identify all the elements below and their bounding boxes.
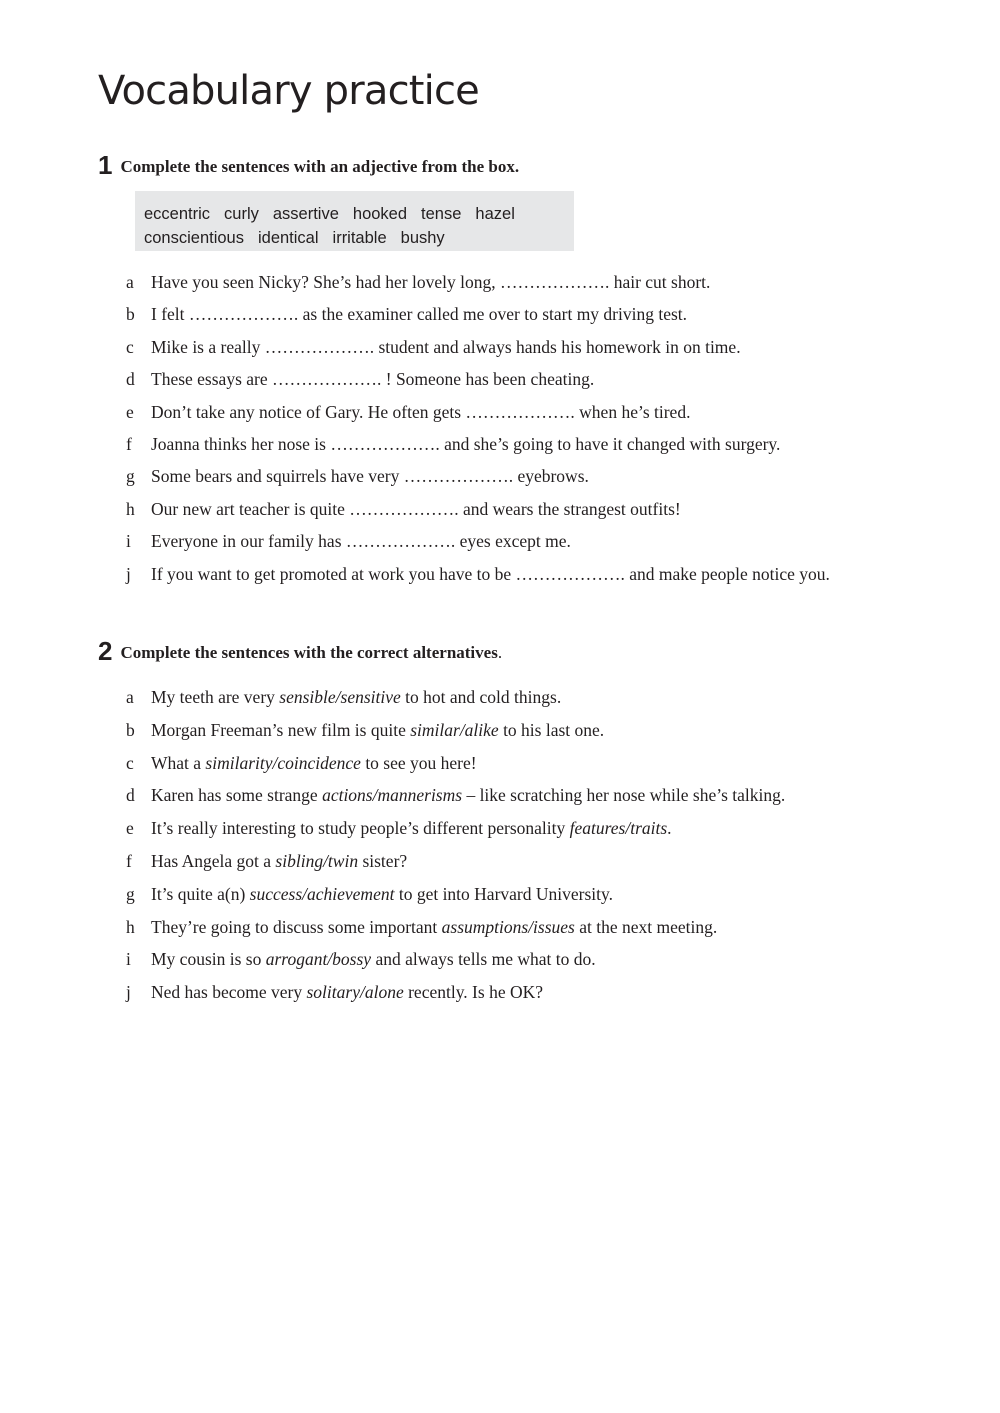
exercise-1-number: 1 [98, 150, 113, 180]
item-text-after: to hot and cold things. [400, 687, 562, 707]
item-text: Mike is a really ………………. student and always hands his homework in on time. [151, 336, 741, 357]
item-alternatives: success/achievement [249, 883, 395, 904]
list-item [126, 816, 785, 840]
item-letter: e [126, 401, 134, 422]
item-alternatives: arrogant/bossy [265, 949, 372, 970]
word-box-row-2 [144, 226, 574, 250]
list-item [126, 270, 891, 294]
box-word: hazel [475, 205, 515, 223]
list-item [126, 497, 891, 521]
item-letter: c [126, 752, 134, 773]
item-text: If you want to get promoted at work you have to be ………………. and make people notice you. [151, 563, 830, 584]
item-letter: a [126, 272, 134, 292]
list-item [126, 367, 891, 391]
item-letter: d [126, 369, 135, 390]
item-text-after: to get into Harvard University. [394, 883, 613, 904]
item-text-after: and always tells me what to do. [371, 949, 596, 970]
box-word: curly [224, 205, 259, 223]
item-letter: i [126, 949, 131, 970]
item-letter: f [126, 850, 132, 871]
list-item [126, 529, 891, 553]
item-text-before: Has Angela got a [151, 850, 276, 871]
box-word: identical [257, 229, 319, 247]
item-text-before: Karen has some strange [151, 785, 323, 806]
item-text-after: to see you here! [360, 752, 477, 773]
exercise-2-instruction: Complete the sentences with the correct alternatives [120, 643, 498, 662]
item-text-after: – like scratching her nose while she’s talking. [462, 785, 786, 806]
box-word: irritable [332, 229, 387, 247]
item-text-before: It’s quite a(n) [151, 883, 250, 904]
word-box [135, 191, 574, 251]
exercise-2-number: 2 [98, 636, 113, 666]
item-alternatives: features/traits [569, 818, 668, 839]
exercise-1-instruction: Complete the sentences with an adjective from the box. [120, 157, 520, 176]
item-alternatives: similarity/coincidence [205, 752, 361, 773]
list-item [126, 432, 891, 456]
list-item [126, 882, 785, 906]
item-letter: f [126, 433, 132, 454]
item-text-after: to his last one. [498, 719, 605, 740]
item-letter: h [126, 498, 135, 519]
list-item [126, 947, 785, 971]
item-text-before: Morgan Freeman’s new film is quite [151, 719, 411, 740]
item-text: Our new art teacher is quite ………………. and wears the strangest outfits! [151, 498, 681, 519]
item-alternatives: actions/mannerisms [322, 785, 463, 806]
list-item [126, 849, 785, 873]
item-text: These essays are ………………. ! Someone has been cheating. [151, 369, 595, 390]
page-title: Vocabulary practice [98, 68, 479, 114]
list-item [126, 915, 785, 939]
exercise-1-list [126, 270, 891, 594]
item-text-before: Ned has become very [151, 982, 307, 1003]
box-word: hooked [352, 205, 408, 223]
word-box-row-1 [144, 202, 574, 226]
item-text: I felt ………………. as the examiner called me over to start my driving test. [151, 304, 688, 325]
item-alternatives: solitary/alone [306, 982, 404, 1003]
item-text: Joanna thinks her nose is ………………. and she’s going to have it changed with surgery. [151, 433, 781, 454]
item-text: Don’t take any notice of Gary. He often gets ………………. when he’s tired. [151, 401, 691, 422]
item-letter: h [126, 916, 135, 937]
item-letter: b [126, 304, 135, 325]
box-word: tense [421, 205, 462, 223]
item-letter: c [126, 336, 134, 357]
box-word: eccentric [144, 205, 211, 223]
item-letter: g [126, 883, 135, 904]
item-letter: j [126, 982, 131, 1003]
box-word: conscientious [144, 229, 244, 247]
list-item [126, 562, 891, 586]
item-alternatives: assumptions/issues [441, 916, 575, 937]
item-text-before: My cousin is so [151, 949, 266, 970]
item-text-after: at the next meeting. [574, 916, 718, 937]
item-text-before: What a [151, 752, 206, 773]
item-text: Some bears and squirrels have very ………………. eyebrows. [151, 466, 589, 487]
box-word: bushy [400, 229, 445, 247]
list-item [126, 335, 891, 359]
list-item [126, 980, 785, 1004]
box-word: assertive [272, 205, 339, 223]
item-text: Have you seen Nicky? She’s had her lovely long, ………………. hair cut short. [151, 272, 711, 292]
item-letter: d [126, 785, 135, 806]
item-letter: j [126, 563, 131, 584]
item-text-after: recently. Is he OK? [403, 982, 544, 1003]
list-item [126, 685, 785, 709]
item-letter: i [126, 531, 131, 552]
item-text-before: It’s really interesting to study people’s different personality [151, 818, 570, 839]
exercise-2-heading [98, 636, 502, 667]
item-text-before: My teeth are very [151, 687, 280, 707]
exercise-2-instruction-period: . [497, 643, 503, 662]
item-letter: g [126, 466, 135, 487]
list-item [126, 464, 891, 488]
item-text-after: . [667, 818, 672, 839]
item-alternatives: similar/alike [410, 719, 499, 740]
list-item [126, 783, 785, 807]
list-item [126, 718, 785, 742]
item-text-after: sister? [358, 850, 408, 871]
item-alternatives: sibling/twin [275, 850, 359, 871]
item-letter: e [126, 818, 134, 839]
list-item [126, 400, 891, 424]
item-text-before: They’re going to discuss some important [151, 916, 442, 937]
exercise-1-heading [98, 150, 519, 181]
list-item [126, 751, 785, 775]
exercise-2-list [126, 685, 785, 1013]
item-alternatives: sensible/sensitive [279, 687, 401, 707]
item-letter: a [126, 687, 134, 707]
list-item [126, 302, 891, 326]
item-letter: b [126, 719, 135, 740]
item-text: Everyone in our family has ………………. eyes except me. [151, 531, 571, 552]
